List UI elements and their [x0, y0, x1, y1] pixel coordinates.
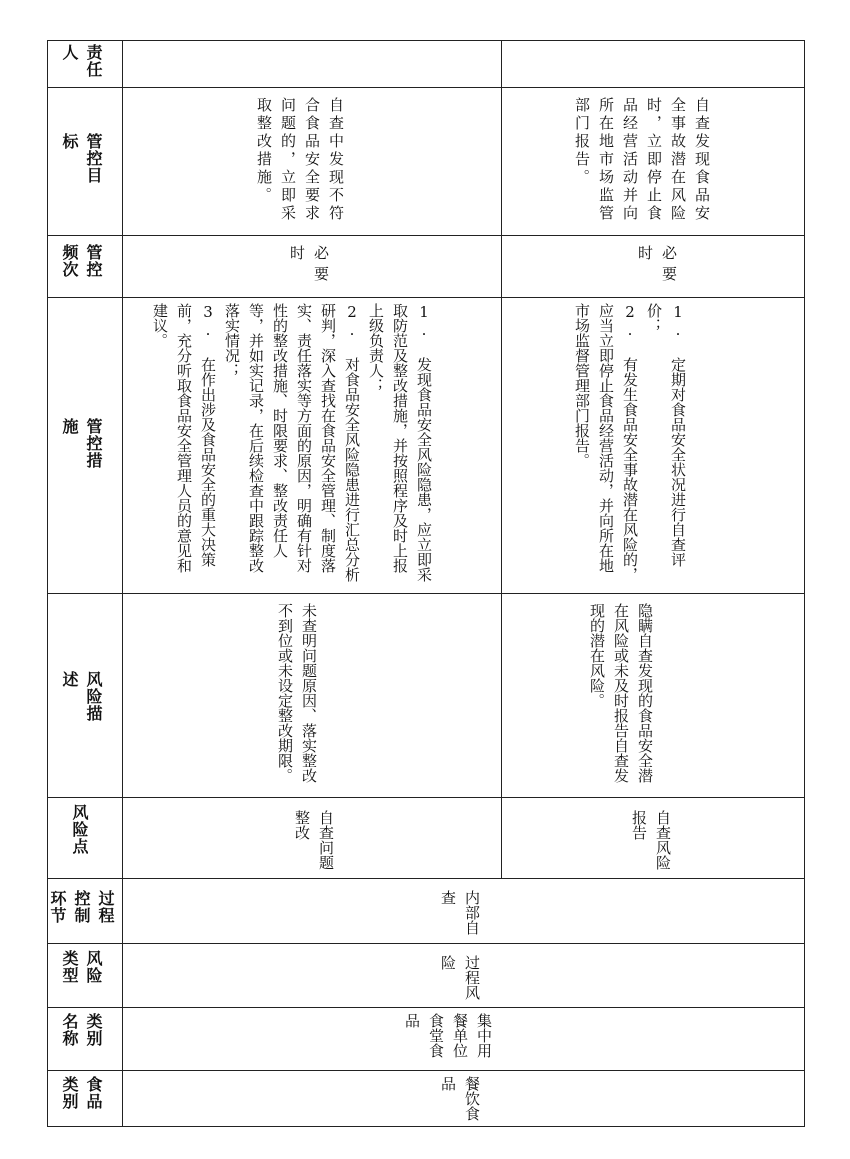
row2-control-measures	[570, 303, 690, 585]
header-responsible-person: 责任人	[60, 44, 103, 78]
rule-2	[47, 235, 805, 236]
rule-7	[47, 943, 805, 944]
category-name-value: 集中用餐单位食堂食品	[403, 1013, 493, 1058]
row2-control-frequency: 必要时	[636, 245, 678, 287]
rule-3	[47, 297, 805, 298]
header-process-control: 过程控制环节	[48, 890, 115, 924]
header-risk-description: 风险描述	[60, 671, 103, 722]
row1-measure-2: 2. 对食品安全风险隐患进行汇总分析研判，深入查找在食品安全管理、制度落实、责任落实等方面的原因，明确有针对性的整改措施、时限要求、整改责任人等，并如实记录，在后续检查中跟踪整改落实情况；	[223, 303, 361, 582]
row2-control-target: 自查发现食品安全事故潜在风险时，立即停止食品经营活动并向所在地市场监管部门报告。	[573, 97, 711, 223]
header-risk-type: 风险类型	[60, 950, 103, 984]
row2-risk-point: 自查风险报告	[630, 810, 672, 870]
header-category-name: 类别名称	[60, 1013, 103, 1047]
row2-measure-2: 2. 有发生食品安全事故潜在风险的，应当立即停止食品经营活动，并向所在地市场监督管理部门报告。	[573, 303, 639, 582]
rule-6	[47, 878, 805, 879]
row1-risk-description: 未查明问题原因、落实整改不到位或未设定整改期限。	[276, 603, 318, 783]
rule-9	[47, 1070, 805, 1071]
rule-8	[47, 1007, 805, 1008]
row1-control-target: 自查中发现不符合食品安全要求问题的，立即采取整改措施。	[255, 97, 345, 223]
header-control-target: 管控目标	[60, 133, 103, 184]
row1-measure-1: 1. 发现食品安全风险隐患，应立即采取防范及整改措施，并按照程序及时上报上级负责人；	[367, 303, 433, 582]
row1-risk-point: 自查问题整改	[293, 810, 335, 870]
row1-control-measures	[148, 303, 436, 585]
header-food-category: 食品类别	[60, 1076, 103, 1110]
row-divider	[501, 40, 502, 879]
rule-1	[47, 87, 805, 88]
rule-4	[47, 593, 805, 594]
row2-risk-description: 隐瞒自查发现的食品安全潜在风险或未及时报告自查发现的潜在风险。	[588, 603, 654, 783]
header-risk-point: 风险点	[70, 804, 89, 855]
food-category-value: 餐饮食品	[439, 1076, 481, 1121]
risk-type-value: 过程风险	[439, 955, 481, 1000]
row1-responsible-person	[316, 120, 317, 121]
process-control-value: 内部自查	[439, 890, 481, 935]
header-divider	[122, 40, 123, 1127]
row1-control-frequency: 必要时	[288, 245, 330, 287]
row2-responsible-person	[650, 120, 651, 121]
rule-5	[47, 797, 805, 798]
header-control-measures: 管控措施	[60, 418, 103, 469]
header-control-frequency: 管控频次	[60, 244, 103, 278]
row2-measure-1: 1. 定期对食品安全状况进行自查评价；	[645, 303, 687, 567]
row1-measure-3: 3. 在作出涉及食品安全的重大决策前，充分听取食品安全管理人员的意见和建议。	[151, 303, 217, 573]
